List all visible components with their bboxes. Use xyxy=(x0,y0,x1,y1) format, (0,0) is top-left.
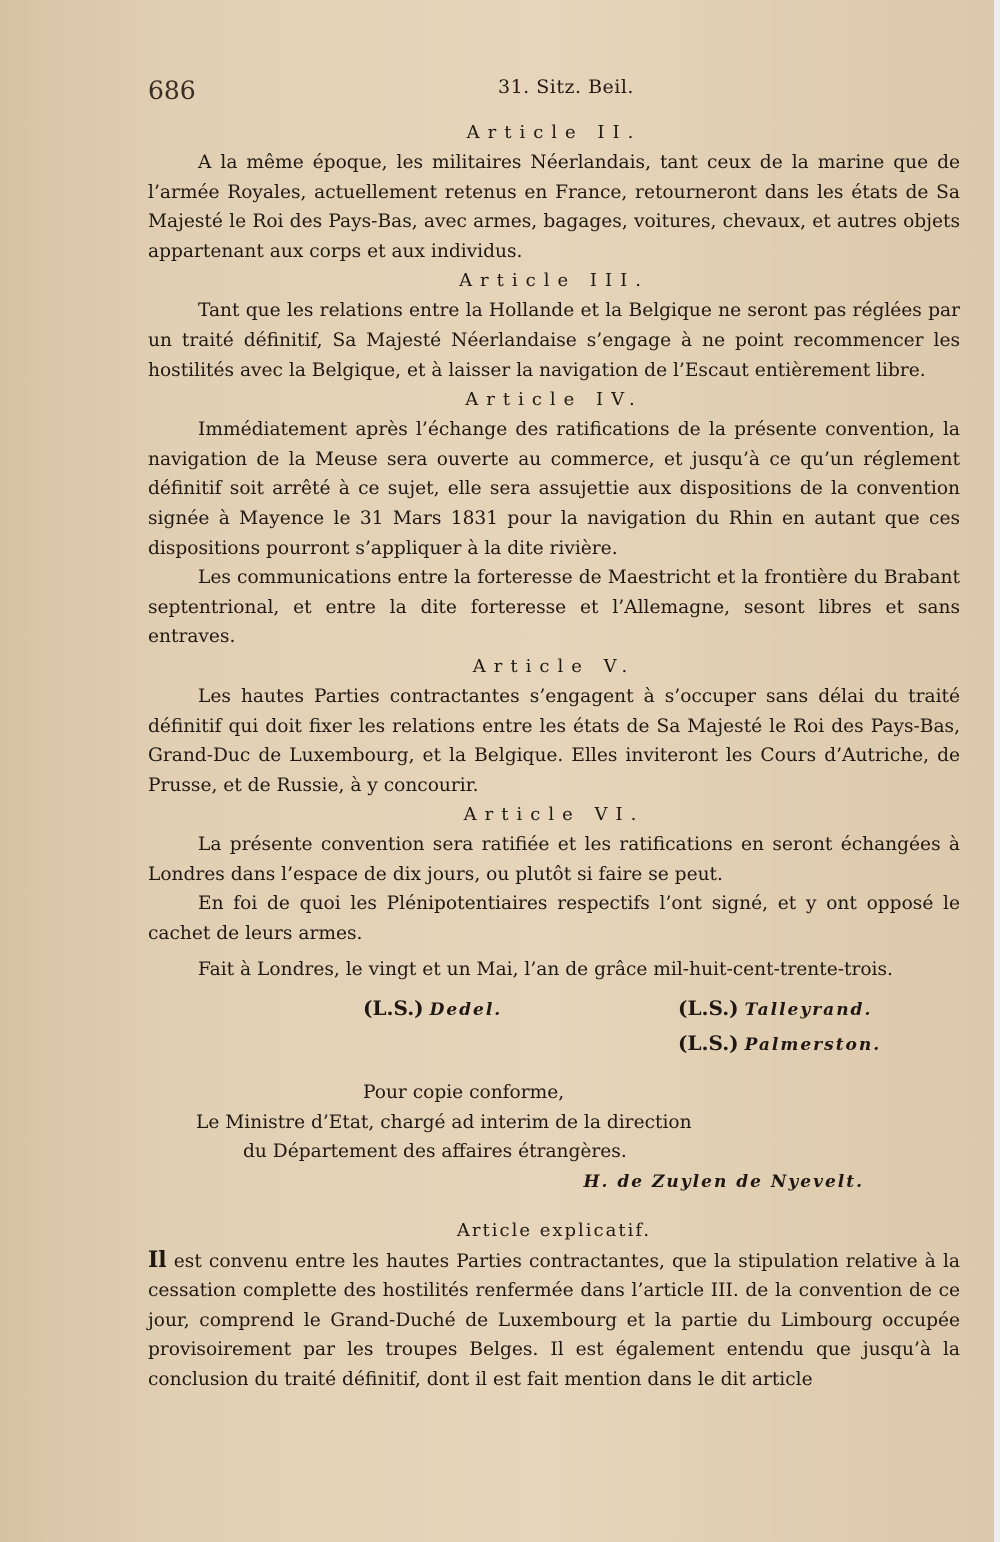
signature-talleyrand: Talleyrand. xyxy=(744,1000,873,1021)
running-title: 31. Sitz. Beil. xyxy=(498,76,634,98)
page-number: 686 xyxy=(148,76,196,105)
certified-copy-block xyxy=(148,1078,960,1197)
article-4-heading: Article IV. xyxy=(465,389,643,411)
article-2-text: A la même époque, les militaires Néerlandais, tant ceux de la marine que de l’armée Royales, actuellement retenus en France, retourneront dans les états de Sa Majesté le Roi des Pays-Bas, avec armes, bagages, voitures, chevaux, et autres objets appartenant aux corps et aux individus. xyxy=(148,152,960,262)
seal-mark: (L.S.) xyxy=(363,996,424,1021)
signature-block xyxy=(148,992,960,1062)
article-2-heading: Article II. xyxy=(466,122,642,143)
seal-mark: (L.S.) xyxy=(678,1031,739,1056)
article-5-text: Les hautes Parties contractantes s’engagent à s’occuper sans délai du traité définitif qui doit fixer les relations entre les états de Sa Majesté le Roi des Pays-Bas, Grand-Duc de Luxembourg, et la Belgique. Elles inviteront les Cours d’Autriche, de Prusse, et de Russie, à y concourir. xyxy=(148,685,960,796)
article-4-text-1: Immédiatement après l’échange des ratifications de la présente convention, la navigation de la Meuse sera ouverte au commerce, et jusqu’à ce qu’un réglement définitif soit arrêté à ce sujet, elle sera assujettie aux dispositions de la convention signée à Mayence le 31 Mars 1831 pour la navigation du Rhin en autant que ces dispositions pourront s’appliquer à la dite rivière. xyxy=(148,419,960,559)
article-3-heading: Article III. xyxy=(459,270,649,292)
copy-line-3: du Département des affaires étrangères. xyxy=(243,1141,627,1163)
article-4-text-2: Les communications entre la forteresse de Maestricht et la frontière du Brabant septentrional, et entre la dite forteresse et l’Allemagne, sesont libres et sans entraves. xyxy=(148,567,960,648)
copy-line-1: Pour copie conforme, xyxy=(363,1082,565,1104)
signature-dedel: Dedel. xyxy=(429,1000,503,1021)
signature-palmerston: Palmerston. xyxy=(744,1035,882,1056)
article-explicatif-heading: Article explicatif. xyxy=(456,1219,652,1241)
article-3-text: Tant que les relations entre la Hollande et la Belgique ne seront pas réglées par un traité définitif, Sa Majesté Néerlandaise s’engage à ne point recommencer les hostilités avec la Belgique, et à laisser la navigation de l’Escaut entièrement libre. xyxy=(148,300,960,381)
document-body xyxy=(148,118,960,1395)
seal-mark: (L.S.) xyxy=(678,996,739,1021)
copy-line-2: Le Ministre d’Etat, chargé ad interim de la direction xyxy=(196,1111,692,1133)
date-line: Fait à Londres, le vingt et un Mai, l’an de grâce mil-huit-cent-trente-trois. xyxy=(198,958,893,980)
drop-cap: Il xyxy=(148,1246,167,1273)
article-6-text-1: La présente convention sera ratifiée et les ratifications en seront échangées à Londres dans l’espace de dix jours, ou plutôt si faire se peut. xyxy=(148,834,960,885)
article-explicatif-text xyxy=(148,1246,960,1395)
page-edge xyxy=(994,0,1000,1542)
signature-zuylen: H. de Zuylen de Nyevelt. xyxy=(583,1172,864,1193)
article-6-heading: Article VI. xyxy=(463,804,645,826)
article-5-heading: Article V. xyxy=(472,655,636,677)
article-explicatif-body: est convenu entre les hautes Parties contractantes, que la stipulation relative à la cessation complette des hostilités renfermée dans l’article III. de la convention de ce jour, comprend le Grand-Duché de Luxembourg et la partie du Limbourg occupée provisoirement par les troupes Belges. Il est également entendu que jusqu’à la conclusion du traité définitif, dont il est fait mention dans le dit article xyxy=(148,1250,960,1390)
article-6-text-2: En foi de quoi les Plénipotentiaires respectifs l’ont signé, et y ont opposé le cachet de leurs armes. xyxy=(148,893,960,945)
